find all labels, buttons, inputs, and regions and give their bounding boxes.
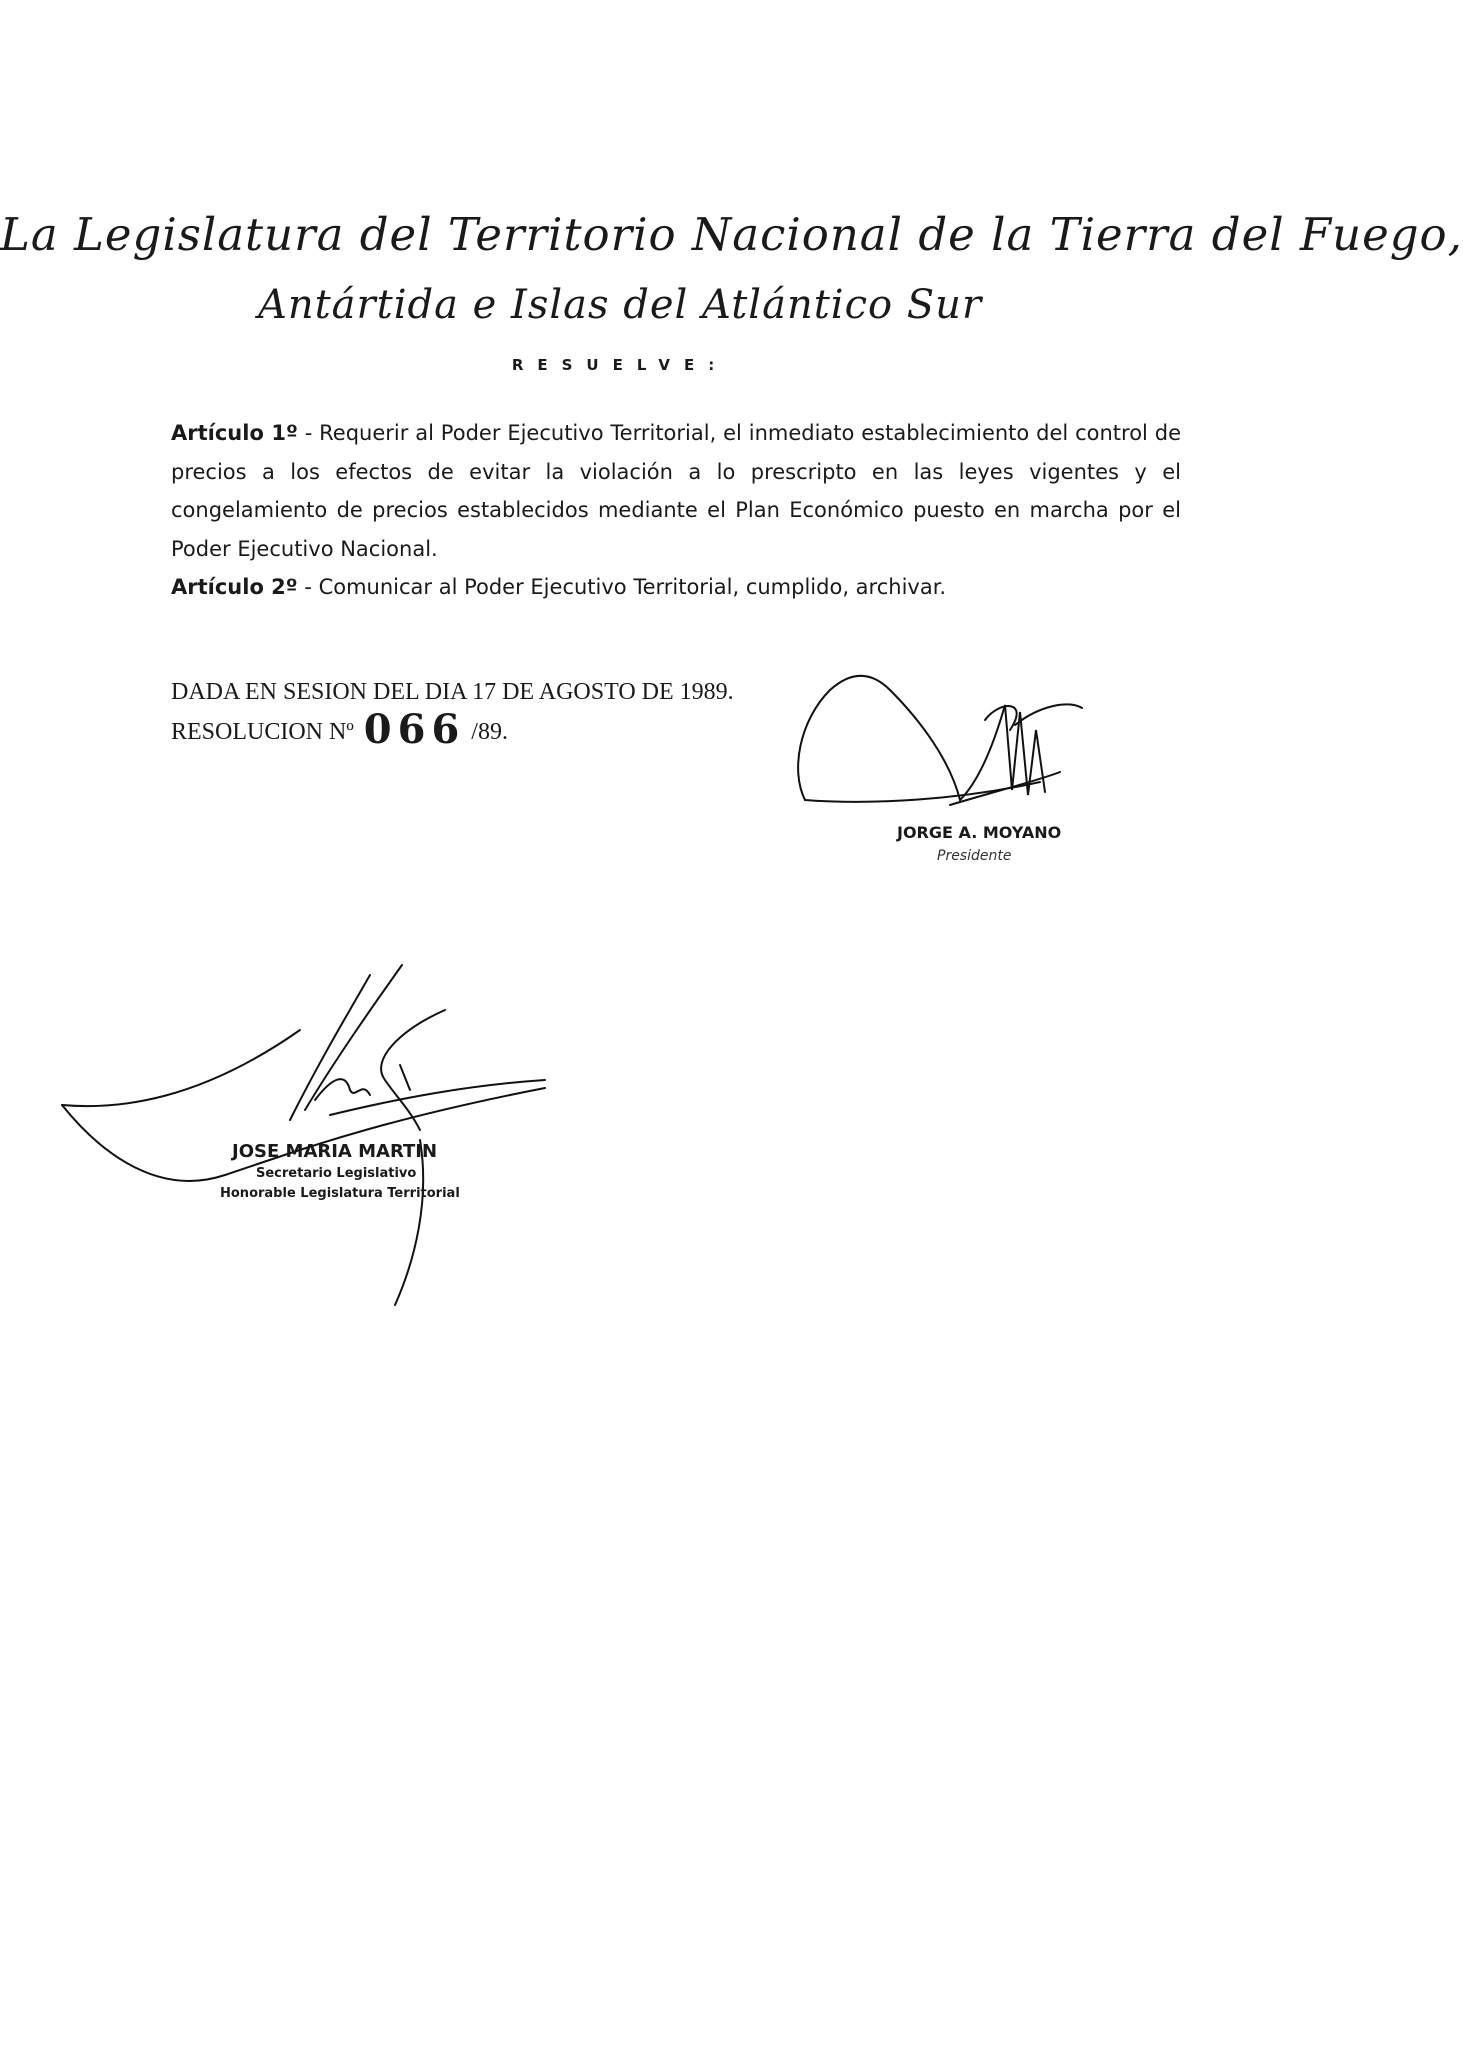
articles-body [171,414,1181,607]
secretary-name: JOSE MARIA MARTIN [232,1141,438,1162]
resuelve-heading: RESUELVE: [511,356,729,374]
resolution-suffix: /89. [471,719,508,745]
letterhead-line-1: La Legislatura del Territorio Nacional de la Tierra del Fuego, [0,208,1463,261]
secretary-org: Honorable Legislatura Territorial [220,1186,460,1201]
resolution-prefix: RESOLUCION Nº [171,719,354,745]
article-1 [171,414,1181,568]
article-2-label: Artículo 2º [171,575,298,599]
president-role: Presidente [937,848,1012,864]
letterhead-line-2: Antártida e Islas del Atlántico Sur [257,282,983,328]
secretary-role: Secretario Legislativo [256,1166,417,1181]
resolution-number: 066 [363,706,466,753]
article-1-label: Artículo 1º [171,421,298,445]
article-2-text: - Comunicar al Poder Ejecutivo Territorial, cumplido, archivar. [297,575,947,599]
resolution-line [171,706,734,753]
president-name: JORGE A. MOYANO [897,823,1062,842]
article-2 [171,568,1181,607]
article-1-text: - Requerir al Poder Ejecutivo Territorial, el inmediato establecimiento del control de precios a los efectos de evitar la violación a lo prescripto en las leyes vigentes y el congelamiento de precios establecidos mediante el Plan Económico puesto en marcha por el Poder Ejecutivo Nacional. [171,421,1181,561]
session-block [171,674,734,751]
session-date: DADA EN SESION DEL DIA 17 DE AGOSTO DE 1989. [171,679,734,705]
president-signature [798,676,1082,805]
secretary-signature [62,965,545,1305]
